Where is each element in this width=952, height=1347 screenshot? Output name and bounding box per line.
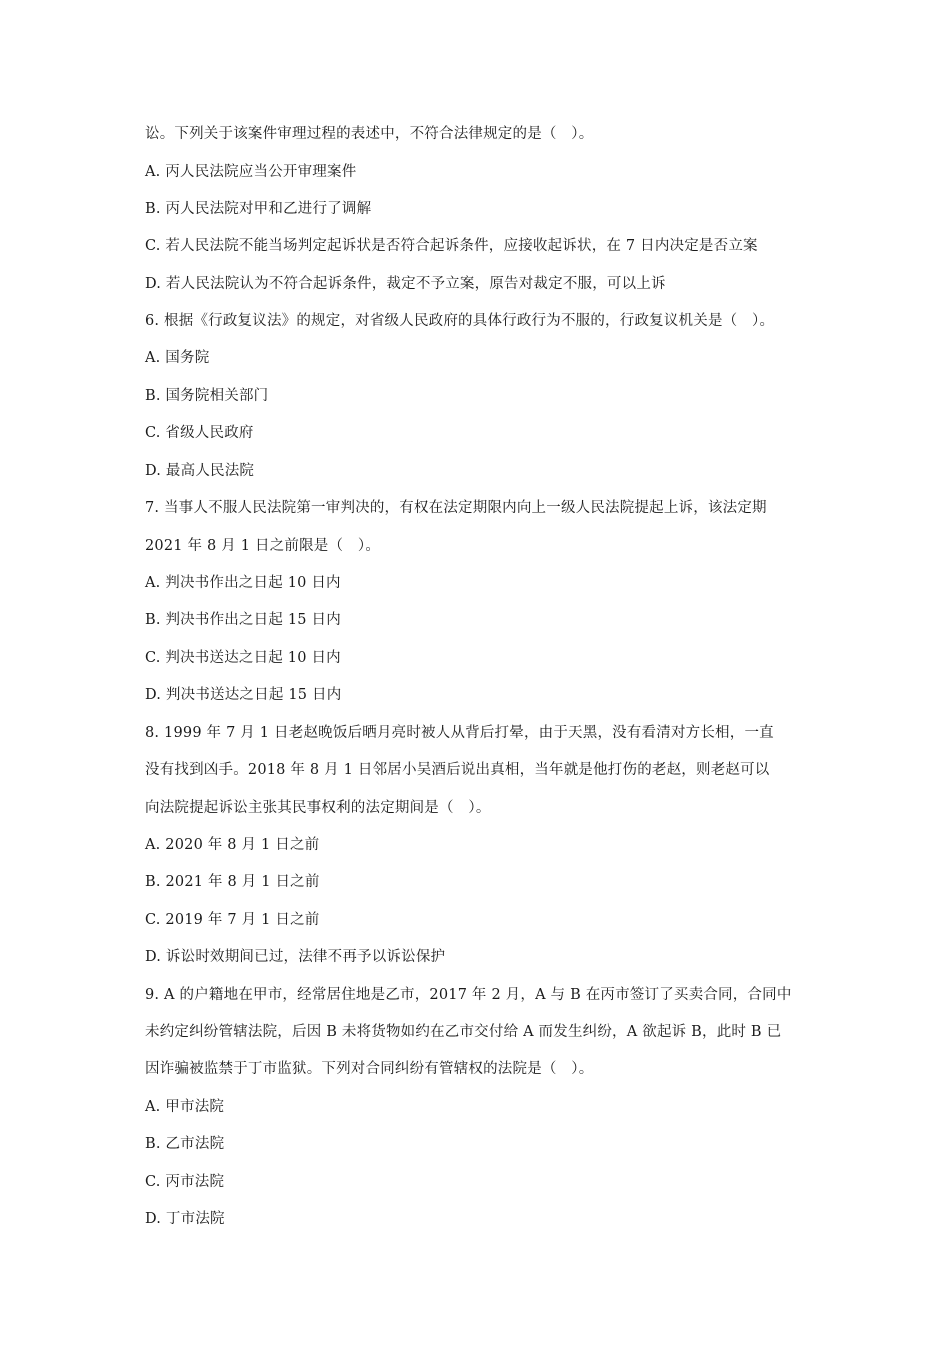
- question-5-stem-continuation: 讼。下列关于该案件审理过程的表述中，不符合法律规定的是（ ）。: [145, 126, 594, 142]
- q7-option-c: C. 判决书送达之日起 10 日内: [145, 650, 341, 666]
- q6-option-c: C. 省级人民政府: [145, 425, 254, 441]
- q8-option-c: C. 2019 年 7 月 1 日之前: [145, 912, 320, 928]
- q5-option-d: D. 若人民法院认为不符合起诉条件，裁定不予立案，原告对裁定不服，可以上诉: [145, 276, 666, 292]
- question-6-stem: 6. 根据《行政复议法》的规定，对省级人民政府的具体行政行为不服的，行政复议机关是（ ）。: [145, 313, 775, 329]
- question-8-stem-line-2: 没有找到凶手。2018 年 8 月 1 日邻居小吴酒后说出真相，当年就是他打伤的老赵，则老赵可以: [145, 762, 770, 778]
- q9-option-d: D. 丁市法院: [145, 1211, 225, 1227]
- q6-option-b: B. 国务院相关部门: [145, 388, 269, 404]
- q7-option-d: D. 判决书送达之日起 15 日内: [145, 687, 342, 703]
- question-7-stem: 7. 当事人不服人民法院第一审判决的，有权在法定期限内向上一级人民法院提起上诉，该法定期: [145, 500, 767, 516]
- q6-option-a: A. 国务院: [145, 350, 210, 366]
- question-9-stem-line-3: 因诈骗被监禁于丁市监狱。下列对合同纠纷有管辖权的法院是（ ）。: [145, 1061, 594, 1077]
- question-8-stem: 8. 1999 年 7 月 1 日老赵晚饭后晒月亮时被人从背后打晕，由于天黑，没有看清对方长相，一直: [145, 725, 774, 741]
- question-8-stem-line-3: 向法院提起诉讼主张其民事权利的法定期间是（ ）。: [145, 800, 491, 816]
- question-7-stem-line-2: 2021 年 8 月 1 日之前限是（ ）。: [145, 538, 381, 554]
- q8-option-b: B. 2021 年 8 月 1 日之前: [145, 874, 320, 890]
- q5-option-c: C. 若人民法院不能当场判定起诉状是否符合起诉条件，应接收起诉状，在 7 日内决定是否立案: [145, 238, 758, 254]
- q5-option-a: A. 丙人民法院应当公开审理案件: [145, 164, 357, 180]
- q9-option-c: C. 丙市法院: [145, 1174, 225, 1190]
- q9-option-a: A. 甲市法院: [145, 1099, 225, 1115]
- q5-option-b: B. 丙人民法院对甲和乙进行了调解: [145, 201, 372, 217]
- q8-option-a: A. 2020 年 8 月 1 日之前: [145, 837, 320, 853]
- q9-option-b: B. 乙市法院: [145, 1136, 225, 1152]
- q7-option-b: B. 判决书作出之日起 15 日内: [145, 612, 341, 628]
- q7-option-a: A. 判决书作出之日起 10 日内: [145, 575, 341, 591]
- q6-option-d: D. 最高人民法院: [145, 463, 255, 479]
- question-9-stem: 9. A 的户籍地在甲市，经常居住地是乙市，2017 年 2 月，A 与 B 在丙市签订了买卖合同，合同中: [145, 987, 792, 1003]
- q8-option-d: D. 诉讼时效期间已过，法律不再予以诉讼保护: [145, 949, 446, 965]
- question-9-stem-line-2: 未约定纠纷管辖法院，后因 B 未将货物如约在乙市交付给 A 而发生纠纷，A 欲起诉 B，此时 B 已: [145, 1024, 782, 1040]
